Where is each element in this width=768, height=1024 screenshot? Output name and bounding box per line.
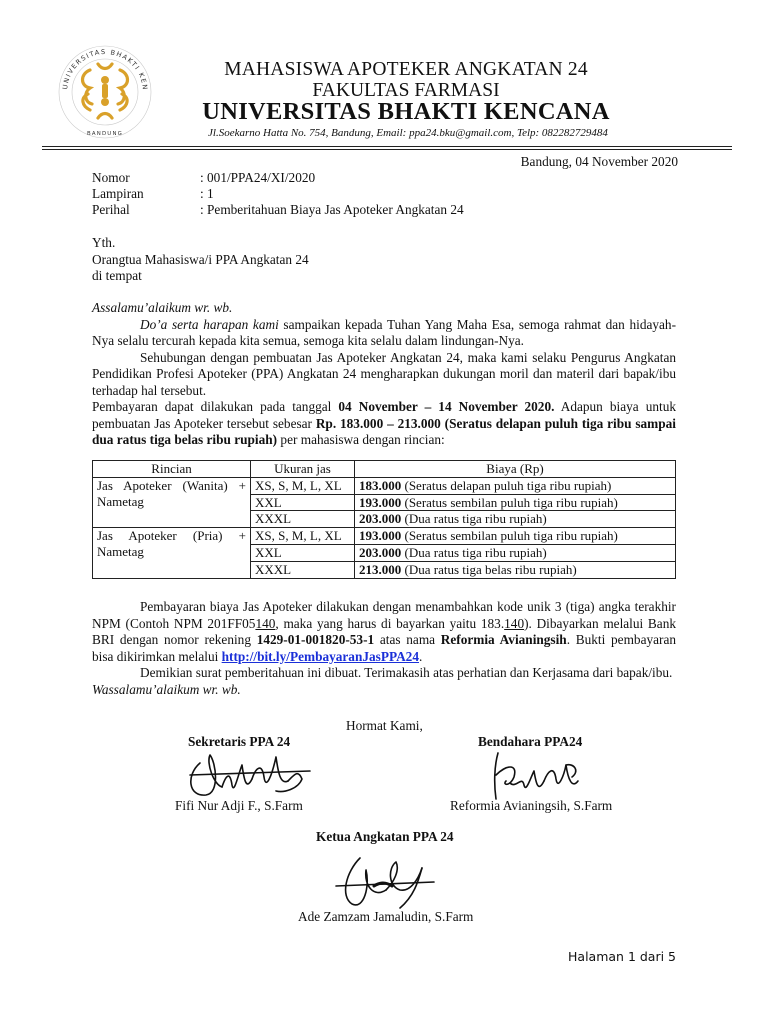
cost-table — [92, 460, 676, 579]
price-words: (Seratus delapan puluh tiga ribu rupiah) — [401, 477, 612, 493]
paragraph-4-text: ). Dibayarkan melalui Bank BRI dengan nomor rekening — [92, 615, 677, 647]
paragraph-4-text: Pembayaran biaya Jas Apoteker dilakukan dengan menambahkan kode unik 3 (tiga) angka terakhir NPM (Contoh NPM 201FF05 — [92, 599, 676, 631]
price-amount: 203.000 — [359, 511, 402, 527]
seal-ring-text: UNIVERSITAS BHAKTI KEN — [61, 47, 150, 92]
paragraph-1-italic: Do’a serta harapan kami — [140, 316, 279, 332]
meta-label: Nomor — [92, 170, 130, 185]
size-cell: XS, S, M, L, XL — [251, 528, 355, 545]
meta-label: Perihal — [92, 202, 130, 217]
recipient-line: Yth. — [92, 235, 116, 250]
university-seal-icon — [40, 40, 170, 145]
paragraph-4-text: . — [418, 648, 423, 664]
paragraph-3 — [92, 399, 676, 449]
paragraph-3-text: per mahasiswa dengan rincian: — [277, 432, 445, 447]
npm-suffix: 140 — [255, 615, 276, 631]
price-cell — [355, 561, 676, 578]
svg-text:UNIVERSITAS BHAKTI KENCANA — [40, 40, 149, 91]
table-row — [93, 528, 676, 545]
closing-text: Hormat Kami, — [346, 718, 423, 733]
letter-body — [92, 300, 676, 449]
header-university-name: UNIVERSITAS BHAKTI KENCANA — [202, 98, 610, 125]
meta-value: : 001/PPA24/XI/2020 — [200, 170, 316, 185]
treasurer-name: Reformia Avianingsih, S.Farm — [450, 798, 613, 813]
treasurer-title: Bendahara PPA24 — [478, 734, 583, 749]
paragraph-4-text: . Bukti pembayaran bisa dikirimkan melalui — [92, 632, 676, 664]
paragraph-1-text: sampaikan kepada Tuhan Yang Maha Esa, semoga rahmat dan hidayah-Nya selalu tercurah kepada kita semua, semoga kita selalu dalam lindungan-Nya. — [92, 316, 676, 348]
account-number: 1429-01-001820-53-1 — [256, 632, 375, 647]
size-cell: XS, S, M, L, XL — [251, 477, 355, 494]
column-header: Biaya (Rp) — [355, 461, 676, 478]
meta-value: : Pemberitahuan Biaya Jas Apoteker Angkatan 24 — [200, 202, 464, 217]
paragraph-4-text: , maka yang harus di bayarkan yaitu 183. — [275, 615, 505, 631]
price-words: (Seratus sembilan puluh tiga ribu rupiah) — [401, 494, 618, 510]
paragraph-2: Sehubungan dengan pembuatan Jas Apoteker Angkatan 24, maka kami selaku Pengurus Angkatan Pendidikan Profesi Apoteker (PPA) Angkatan 24 mengharapkan dukungan moril dan materil dari bapak/ibu terhadap hal tersebut. — [92, 349, 676, 398]
secretary-title: Sekretaris PPA 24 — [188, 734, 291, 749]
size-cell: XXXL — [251, 561, 355, 578]
price-cell — [355, 511, 676, 528]
meta-row-perihal — [92, 202, 464, 218]
meta-row-lampiran — [92, 186, 464, 202]
price-cell — [355, 477, 676, 494]
meta-row-nomor — [92, 170, 464, 186]
recipient-block — [92, 235, 676, 285]
item-cell-pria: Jas Apoteker (Pria) + Nametag — [93, 528, 251, 578]
price-amount: 193.000 — [359, 494, 402, 510]
paragraph-1 — [92, 317, 676, 350]
secretary-name: Fifi Nur Adji F., S.Farm — [175, 798, 303, 813]
price-words: (Seratus sembilan puluh tiga ribu rupiah) — [401, 528, 618, 544]
greeting: Assalamu’alaikum wr. wb. — [92, 300, 233, 315]
price-amount: 193.000 — [359, 528, 402, 544]
price-cell — [355, 528, 676, 545]
price-words: (Dua ratus tiga ribu rupiah) — [401, 511, 547, 527]
item-cell-wanita: Jas Apoteker (Wanita) + Nametag — [93, 477, 251, 527]
price-amount: 213.000 — [359, 561, 402, 577]
payment-dates: 04 November – 14 November 2020. — [338, 399, 555, 414]
recipient-line: Orangtua Mahasiswa/i PPA Angkatan 24 — [92, 251, 309, 267]
payment-proof-link[interactable]: http://bit.ly/PembayaranJasPPA24 — [221, 648, 419, 664]
paragraph-3-text: Pembayaran dapat dilakukan pada tanggal — [92, 399, 339, 414]
chair-title: Ketua Angkatan PPA 24 — [316, 829, 454, 844]
price-amount: 203.000 — [359, 544, 402, 560]
price-cell — [355, 544, 676, 561]
size-cell: XXL — [251, 544, 355, 561]
header-line-1: MAHASISWA APOTEKER ANGKATAN 24 — [224, 59, 588, 80]
paragraph-4 — [92, 599, 676, 665]
price-words: (Dua ratus tiga ribu rupiah) — [401, 544, 547, 560]
price-amount: 183.000 — [359, 477, 402, 493]
cost-range: Rp. 183.000 – 213.000 (Seratus delapan puluh tiga ribu sampai dua ratus tiga belas ribu rupiah) — [92, 415, 676, 447]
chair-name: Ade Zamzam Jamaludin, S.Farm — [298, 909, 474, 924]
recipient-line: di tempat — [92, 268, 142, 283]
header-rule — [42, 146, 732, 147]
closing-salam: Wassalamu’alaikum wr. wb. — [92, 681, 241, 697]
size-cell: XXXL — [251, 511, 355, 528]
column-header: Rincian — [93, 461, 251, 478]
table-row — [93, 477, 676, 494]
letter-date: Bandung, 04 November 2020 — [520, 154, 678, 169]
size-cell: XXL — [251, 494, 355, 511]
account-holder: Reformia Avianingsih — [440, 632, 567, 647]
paragraph-5: Demikian surat pemberitahuan ini dibuat. Terimakasih atas perhatian dan Kerjasama dari bapak/ibu. — [140, 665, 673, 680]
paragraph-4-text: atas nama — [374, 632, 441, 647]
unique-code: 140 — [504, 615, 525, 631]
column-header: Ukuran jas — [251, 461, 355, 478]
table-header-row — [93, 461, 676, 478]
header-rule-thin — [42, 149, 732, 150]
meta-label: Lampiran — [92, 186, 144, 201]
meta-value: : 1 — [200, 186, 214, 201]
letter-meta — [92, 170, 464, 218]
price-cell — [355, 494, 676, 511]
paragraph-3-text: Adapun biaya untuk pembuatan Jas Apoteker tersebut sebesar — [92, 399, 676, 431]
page-number: Halaman 1 dari 5 — [568, 949, 676, 964]
payment-block — [92, 599, 676, 698]
seal-bottom-text: BANDUNG — [86, 131, 124, 137]
header-line-2: FAKULTAS FARMASI — [312, 80, 500, 101]
header-address: Jl.Soekarno Hatta No. 754, Bandung, Email: ppa24.bku@gmail.com, Telp: 082282729484 — [208, 127, 608, 139]
price-words: (Dua ratus tiga belas ribu rupiah) — [401, 561, 577, 577]
